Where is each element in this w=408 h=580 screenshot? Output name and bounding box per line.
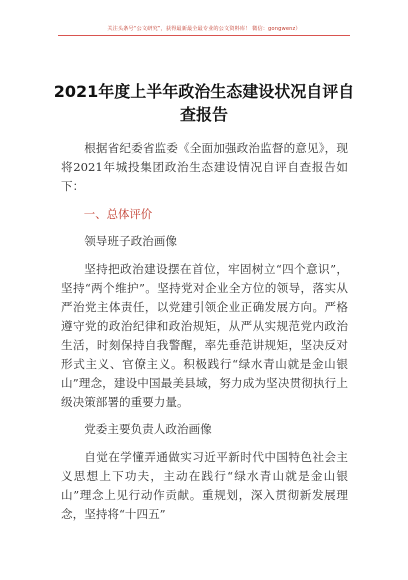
header-divider: [58, 35, 350, 36]
subsection-heading-leadership-portrait: 领导班子政治画像: [84, 234, 177, 248]
party-leader-portrait-paragraph: 自觉在学懂弄通做实习近平新时代中国特色社会主义思想上下功夫，主动在践行“绿水青山就是金山银山”理念上见行动作贡献。重规划，深入贯彻新发展理念，坚持将“十四五”: [61, 449, 348, 521]
document-body: [61, 139, 348, 532]
subsection-heading-party-leader-portrait: 党委主要负责人政治画像: [84, 422, 212, 436]
document-title: 2021年度上半年政治生态建设状况自评自查报告: [53, 82, 355, 124]
header-notice: 关注头条号“公文研究”，获得最新最全最专业的公文资料库！ 微信：gongwenz）: [107, 26, 301, 32]
intro-paragraph: 根据省纪委省监委《全面加强政治监督的意见》，现将2021年城投集团政治生态建设情况自评自查报告如下：: [61, 141, 348, 193]
leadership-portrait-paragraph: 坚持把政治建设摆在首位，牢固树立“四个意识”，坚持“两个维护”。坚持党对企业全方位的领导，落实从严治党主体责任，以党建引领企业正确发展方向。严格遵守党的政治纪律和政治规矩，从严从实规范党内政治生活，时刻保持自我警醒，率先垂范讲规矩，坚决反对形式主义、官僚主义。积极践行“绿水青山就是金山银山”理念，建设中国最美县域，努力成为坚决贯彻执行上级决策部署的重要力量。: [61, 261, 348, 409]
section-heading-overall-evaluation: 一、总体评价: [83, 206, 153, 221]
